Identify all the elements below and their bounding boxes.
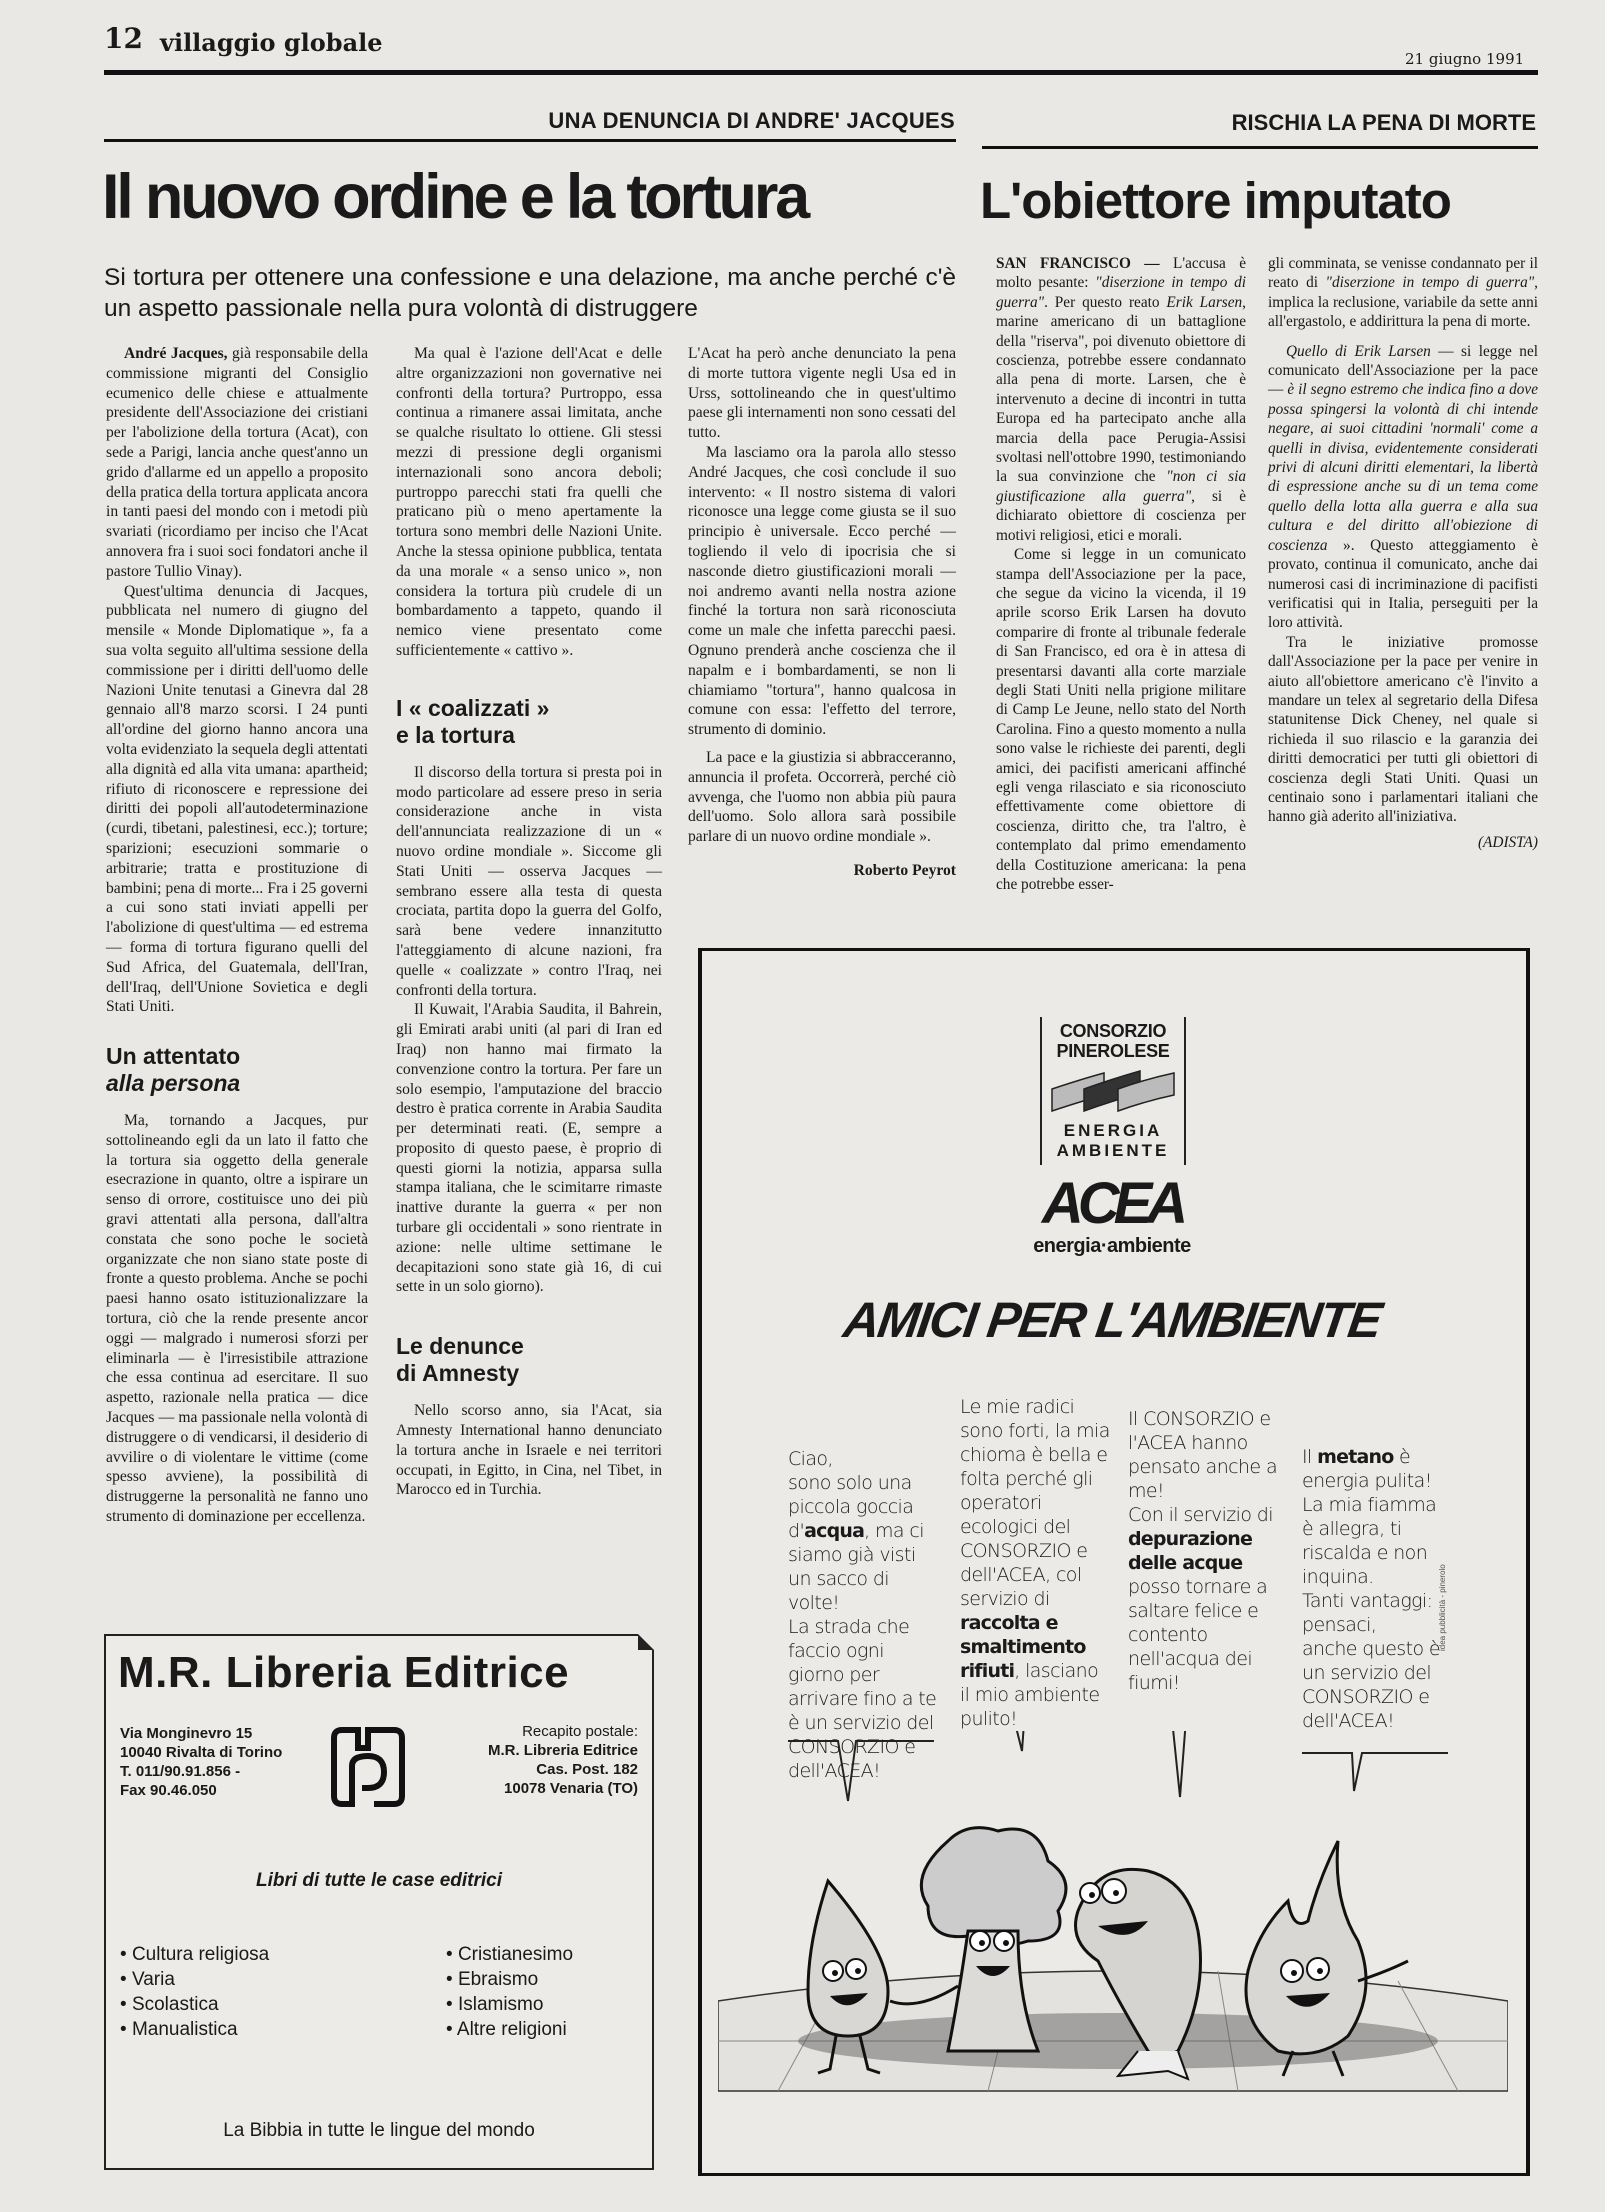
article1-subhead-2: I « coalizzati » e la tortura <box>396 694 550 748</box>
article1-column-1 <box>106 344 368 1589</box>
article1-paragraph: Nello scorso anno, sia l'Acat, sia Amnesty International hanno denunciato la tortura anche in Israele e nei territori occupati, in Egitto, in Cina, nel Tibet, in Marocco ed in Turchia. <box>396 1402 662 1499</box>
article2-headline: L'obiettore imputato <box>980 172 1451 229</box>
libreria-ad <box>104 1634 654 2170</box>
libreria-postal: Recapito postale: M.R. Libreria Editrice Cas. Post. 182 10078 Venaria (TO) <box>487 1723 638 1797</box>
speech-bubble-water: Ciao, sono solo una piccola goccia d'acqua, ma ci siamo già visti un sacco di volte! La strada che faccio ogni giorno per arrivare fino a te è un servizio del CONSORZIO e dell'ACEA! <box>788 1448 937 1782</box>
article1-lead-name: André Jacques, <box>124 345 228 362</box>
article1-paragraph: Ma lasciamo ora la parola allo stesso André Jacques, che così conclude il suo intervento: « Il nostro sistema di valori riconosce una legge come giusta se il suo principio è universale. Ecco perché — togliendo il velo di ipocrisia che si nasconde dietro giustificazioni morali — noi andremo avanti nella nostra azione finché la tortura non sarà riconosciuta come un male che infetta parecchi paesi. Ognuno prenderà anche coscienza che il napalm e i bombardamenti, se non li chiamiamo "tortura", hanno qualcosa in comune con essa: l'effetto del terrore, strumento di dominio. <box>688 443 956 739</box>
article1-paragraph: La pace e la giustizia si abbracceranno, annuncia il profeta. Occorrerà, perché ciò avvenga, che l'uomo non abbia più paura dell'uomo. Solo allora sarà possibile parlare di un nuovo ordine mondiale ». <box>688 748 956 846</box>
article1-subhead-1: Un attentato alla persona <box>106 1043 241 1097</box>
article1-paragraph: Quest'ultima denuncia di Jacques, pubblicata nel numero di giugno del mensile « Monde Diplomatique », fa a sua volta seguito all'ultima sessione della commissione per i diritti dell'uomo delle Nazioni Unite tenutasi a Ginevra dal 28 gennaio all'8 marzo scorsi. I 24 punti all'ordine del giorno hanno ancora una volta evidenziato la sequela degli attentati alla dignità ed alla vita umana: apartheid; rifiuto di riconoscere e repressione dei diritti dei popoli all'autodeterminazione (curdi, tibetani, palestinesi, ecc.); torture; sparizioni; esecuzioni sommarie o arbitrarie; tratta e prostituzione di bambini; pena di morte... Fra i 25 governi a cui sono stati inviati appelli per l'abolizione di quest'ultima — ed estrema — forma di tortura figurano quelli del Sud Africa, del Guatemala, dell'Iran, dell'Iraq, dell'Unione Sovietica e degli Stati Uniti. <box>106 582 368 1016</box>
speech-bubble-tree: Le mie radici sono forti, la mia chioma è bella e folta perché gli operatori ecologici del CONSORZIO e dell'ACEA, col servizio di raccolta e smaltimento rifiuti, lasciano il mio ambiente pulito! <box>960 1396 1110 1730</box>
article1-kicker: UNA DENUNCIA DI ANDRE' JACQUES <box>548 108 955 133</box>
list-item: • Manualistica <box>120 2019 238 2040</box>
list-item: • Cultura religiosa <box>120 1944 270 1965</box>
issue-date: 21 giugno 1991 <box>1405 50 1525 68</box>
list-item: • Varia <box>120 1969 175 1990</box>
article2-paragraph: Quello di Erik Larsen — si legge nel comunicato dell'Associazione per la pace — è il segno estremo che indica fino a dove possa spingersi la volontà di chi intende negare, ai suoi cittadini 'normali' come a quelli in divisa, evidentemente considerati privi di alcuni diritti elementari, la libertà di espressione anche su di un tema come quello della lotta alla guerra e alla sua cultura e del diritto all'obiezione di coscienza ». Questo atteggiamento è provato, continua il comunicato, anche dai numerosi casi di incriminazione di pacifisti verificatisi qui in Italia, perseguiti per la loro attività. <box>1268 342 1539 632</box>
article2-kicker: RISCHIA LA PENA DI MORTE <box>1231 110 1536 135</box>
article1-column-3 <box>688 344 956 881</box>
libreria-address: Via Monginevro 15 10040 Rivalta di Torino T. 011/90.91.856 - Fax 90.46.050 <box>120 1725 283 1799</box>
list-item: • Altre religioni <box>446 2019 567 2040</box>
speech-bubble-flame: Il metano è energia pulita! La mia fiamma è allegra, ti riscalda e non inquina. Tanti vantaggi: pensaci, anche questo è un servizio del CONSORZIO e dell'ACEA! <box>1302 1446 1440 1732</box>
acea-slogan: AMICI PER L'AMBIENTE <box>840 1292 1384 1348</box>
article2-paragraph: SAN FRANCISCO — L'accusa è molto pesante: "diserzione in tempo di guerra". Per questo reato Erik Larsen, marine americano di un battaglione della "riserva", poi divenuto obiettore di coscienza, potrebbe essere condannato alla pena di morte. Larsen, che è intervenuto a decine di incontri in tutta Europa ed ha partecipato anche alla marcia della pace Perugia-Assisi svoltasi nell'ottobre 1990, testimoniando la sua convinzione che "non ci sia giustificazione alla guerra", si è dichiarato obiettore di coscienza per motivi religiosi, etici e morali. <box>996 255 1246 544</box>
article2-paragraph: Tra le iniziative promosse dall'Associazione per la pace per venire in aiuto all'obiettore americano c'è l'invito a mandare un telex al segretario della Difesa statunitense Dick Cheney, nel quale si richieda il suo rilascio e la garanzia dei diritti democratici per tutti gli obiettori di coscienza degli Stati Uniti. Quasi un centinaio sono i parlamentari italiani che hanno già aderito all'iniziativa. <box>1268 633 1538 826</box>
article1-paragraph: Il discorso della tortura si presta poi in modo particolare ad essere preso in seria considerazione anche in vista dell'annunciata realizzazione di un « nuovo ordine mondiale ». Siccome gli Stati Uniti — osserva Jacques — sembrano essere alla testa di questa crociata, partita dopo la guerra del Golfo, sarà bene vedere innanzitutto l'atteggiamento di alcune nazioni, fra quelle « coalizzate » contro l'Iraq, nei confronti della tortura. <box>396 763 662 999</box>
libreria-title: M.R. Libreria Editrice <box>118 1648 570 1697</box>
acea-ad <box>698 948 1530 2176</box>
libreria-list-left <box>120 1942 269 2042</box>
article2-kicker-rule <box>982 146 1538 149</box>
libreria-logo-icon <box>328 1726 408 1810</box>
article2-paragraph: gli comminata, se venisse condannato per il reato di "diserzione in tempo di guerra", implica la reclusione, variabile da sette anni all'ergastolo, e addirittura la pena di morte. <box>1268 255 1538 331</box>
libreria-list-right <box>446 1942 573 2042</box>
list-item: • Islamismo <box>446 1994 544 2015</box>
libreria-footer: La Bibbia in tutte le lingue del mondo <box>223 2120 535 2141</box>
list-item: • Cristianesimo <box>446 1944 574 1965</box>
mascots-illustration <box>718 1821 1508 2101</box>
article1-column-2 <box>396 344 662 1500</box>
article1-kicker-rule <box>104 139 956 142</box>
article2-column-2 <box>1268 254 1538 852</box>
article1-subhead-3: Le denunce di Amnesty <box>396 1333 524 1387</box>
list-item: • Ebraismo <box>446 1969 539 1990</box>
article1-headline: Il nuovo ordine e la tortura <box>102 162 807 232</box>
acea-logo: ACEA <box>1041 1171 1183 1236</box>
acea-tagline: energia·ambiente <box>1033 1235 1191 1257</box>
article1-byline: Roberto Peyrot <box>853 861 956 879</box>
speech-bubble-fish: Il CONSORZIO e l'ACEA hanno pensato anche a me! Con il servizio di depurazione delle acque posso tornare a saltare felice e contento nell'acqua dei fiumi! <box>1128 1408 1277 1694</box>
article2-column-1 <box>996 254 1246 894</box>
article1-deck: Si tortura per ottenere una confessione e una delazione, ma anche perché c'è un aspetto passionale nella pura volontà di distruggere <box>104 264 956 322</box>
consorzio-logo: CONSORZIO PINEROLESE ENERGIA AMBIENTE <box>1040 1017 1186 1165</box>
article2-paragraph: Come si legge in un comunicato stampa dell'Associazione per la pace, che segue da vicino la vicenda, il 19 aprile scorso Erik Larsen ha dovuto comparire di fronte al tribunale federale di San Francisco, ed ora è in attesa di presentarsi davanti alla corte marziale degli Stati Uniti nella prigione militare di Camp Le Jeune, nello stato del North Carolina. Fino a questo momento a nulla sono valse le richieste dei parenti, degli amici, dei pacifisti americani affinché egli venga rilasciato e sia riconosciuto effettivamente come obiettore di coscienza, diritto che, tra l'altro, è contemplato dal primo emendamento della Costituzione americana: la pena che potrebbe esser- <box>996 546 1246 893</box>
article1-paragraph: Ma qual è l'azione dell'Acat e delle altre organizzazioni non governative nei confronti della tortura? Purtroppo, essa continua a rimanere assai limitata, anche se qualche risultato lo ottiene. Gli stessi mezzi di pressione degli organismi internazionali sono ancora deboli; purtroppo parecchi stati fra quelli che praticano più o meno apertamente la tortura sono membri delle Nazioni Unite. Anche la stessa opinione pubblica, tentata da una morale « a senso unico », non considera la tortura più crudele di un bombardamento a tappeto, quando il nemico viene presentato come sufficientemente « cattivo ». <box>396 345 662 659</box>
masthead-rule <box>104 70 1538 75</box>
list-item: • Scolastica <box>120 1994 219 2015</box>
article2-dateline: SAN FRANCISCO — <box>996 255 1160 272</box>
section-name: villaggio globale <box>160 28 383 57</box>
article1-paragraph: Ma, tornando a Jacques, pur sottolineando egli da un lato il fatto che la tortura sia oggetto della generale esecrazione in quanto, oltre a ispirare un senso di orrore, costituisce uno dei più gravi attentati alla persona, dall'altra constata che sono poche le società organizzate che non siano state poste di fronte a questo problema. Anche se pochi paesi hanno osato istituzionalizzare la tortura, ciò che la rende presente ancor oggi — malgrado i numerosi sforzi per eliminarla — è l'irresistibile attrazione che essa continua ad esercitare. Il suo aspetto, razionale nella pratica — dice Jacques — ma passionale nella volontà di distruggere o di vendicarsi, il desiderio di avvilire o di violentare le vittime (come spesso avviene), la possibilità di distruggerne la personalità ne fanno uno strumento di dominazione per eccellenza. <box>106 1112 368 1526</box>
ad-credit: idea pubblicità - pinerolo <box>1438 1564 1447 1651</box>
article2-source: (ADISTA) <box>1477 833 1538 851</box>
article1-paragraph: Il Kuwait, l'Arabia Saudita, il Bahrein, gli Emirati arabi uniti (al pari di Iran ed Iraq) non hanno mai firmato la convenzione contro la tortura. Per fare un solo esempio, l'amputazione del braccio destro è pratica corrente in Arabia Saudita per determinati reati. (E, sempre a proposito di questo paese, è proprio di questi giorni la notizia, apparsa sulla stampa italiana, che le scimitarre rimaste inattive durante la guerra « per non turbare gli occidentali » sono rientrate in azione: nelle ultime settimane le decapitazioni sono state già 16, di cui sette in un solo giorno). <box>396 1001 662 1296</box>
article1-paragraph: L'Acat ha però anche denunciato la pena di morte tuttora vigente negli Usa ed in Urss, sottolineando che in quest'ultimo paese gli internamenti non sono cessati del tutto. <box>688 345 956 442</box>
page-number: 12 <box>104 22 143 55</box>
folded-corner <box>638 1634 654 1650</box>
libreria-tagline: Libri di tutte le case editrici <box>255 1870 502 1891</box>
consorzio-emblem-icon <box>1042 1061 1184 1115</box>
article1-paragraph: André Jacques, già responsabile della commissione migranti del Consiglio ecumenico delle chiese e attualmente presidente dell'Associazione dei cristiani per l'abolizione della tortura (Acat), con sede a Parigi, lancia anche quest'anno un grido d'allarme ed un appello a proposito della pratica della tortura applicata ancora in tanti paesi del mondo con i metodi più svariati (ricordiamo per inciso che l'Acat annovera fra i suoi soci fondatori anche il pastore Tullio Vinay). <box>106 345 368 580</box>
